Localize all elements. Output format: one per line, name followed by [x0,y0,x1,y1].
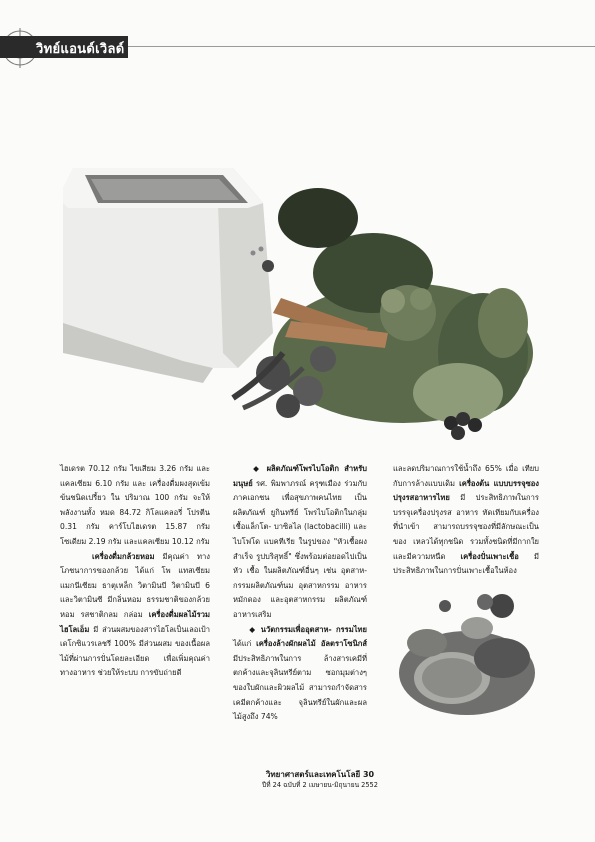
text-column-3 [393,462,539,579]
header-rule [128,46,595,47]
section-title: วิทย์แอนด์เวิลด์ [36,42,125,57]
bold-seasoning-packer: เครื่องต้น แบบบรรจุซองปรุงรสอาหารไทย [393,478,539,503]
ultrasonic-washer-photo [63,123,533,445]
paragraph-banana-drink: เครื่องดื่มกล้วยหอม มีคุณค่า ทางโภชนาการของกล้วย ได้แก่ โพ แทสเซียม แมกนีเซียม ธาตุเหล็ก วิตามินบี วิตามินบี 6 และวิตามินซี มีกลิ่นหอม ธรรมชาติของกล้วยหอม รสชาติกลม กล่อม เครื่องดื่มผลไม้รวมไฮโลเอ็ม มี ส่วนผสมของสารไฮโลเป็นเลอเป้า เดโกซิแวรเลชรี 100% มีส่วนผสม ของเนื้อผลไม้ที่ผ่านการปั่นโดยละเอียด เพื่อเพิ่มคุณค่าทางอาหาร ช่วยให้ระบบ การขับถ่ายดี [60,551,210,678]
petri-dish-photo [397,588,537,718]
page-footer [220,769,420,791]
bold-mixed-fruit-drink: เครื่องดื่มผลไม้รวมไฮโลเอ็ม [60,609,210,634]
paragraph-machines: และลดปริมาณการใช้น้ำถึง 65% เมื่อ เทียบกับการล้างแบบเดิม เครื่องต้น แบบบรรจุซองปรุงรสอาหารไทย มี ประสิทธิภาพในการบรรจุเครื่องปรุงรส อาหาร ทัดเทียมกับเครื่องที่นำเข้า สามารถบรรจุซองที่มีลักษณะเป็นของ เหลวได้ทุกชนิด รวมทั้งชนิดที่มีกากใย และมีความหนืด เครื่องปั่นเพาะเชื้อ มี ประสิทธิภาพในการปั่นเพาะเชื้อในห้อง [393,464,539,576]
bold-probiotic-title: ผลิตภัณฑ์โพรไบโอติก สำหรับมนุษย์ [233,464,367,488]
footer-issue-info: ปีที่ 24 ฉบับที่ 2 เมษายน-มิถุนายน 2552 [262,781,378,789]
paragraph-innovation: ◆ นวัตกรรมเพื่ออุตสาห- กรรมไทย ได้แก่ เครื่องล้างผักผลไม้ อัลตราโซนิกส์ มีประสิทธิภาพในการ ล้างสารเคมีที่ตกค้างและจุลินทรีย์ตาม ซอกมุมต่างๆ ของใบผักและผิวผลไม้ สามารถกำจัดสารเคมีตกค้างและ จุลินทรีย์ในผักและผลไม้สูงถึง 74% [233,624,367,722]
footer-magazine-title: วิทยาศาสตร์และเทคโนโลยี 30 [265,770,375,779]
paragraph-nutrition: ไฮเดรต 70.12 กรัม ไขเสียม 3.26 กรัม และแคลเซียม 6.10 กรัม และ เครื่องดื่มผงสุดเข้มข้นชนิดเปรี้ยว ใน ปริมาณ 100 กรัม จะให้พลังงานทั้ง หมด 84.72 กิโลแคลอรี่ โปรตีน 0.31 กรัม คาร์โบไฮเดรต 15.87 กรัม โซเดียม 2.19 กรัม และแคลเซียม 10.12 กรัม [60,464,210,546]
text-column-1 [60,462,210,681]
bold-culture-shaker: เครื่องปั่นเพาะเชื้อ [460,551,519,561]
bold-banana-drink: เครื่องดื่มกล้วยหอม [92,551,155,561]
bold-innovation-title: นวัตกรรมเพื่ออุตสาห- กรรมไทย [260,624,367,634]
text-column-2 [233,462,367,725]
paragraph-probiotic: ◆ ผลิตภัณฑ์โพรไบโอติก สำหรับมนุษย์ รศ. พิมพาภรณ์ ครุฑเมือง ร่วมกับภาคเอกชน เพื่อสุขภาพคนไทย เป็นผลิตภัณฑ์ ยูกินทรีย์ โพรไบโอติกในกลุ่มเชื้อแล็กโต- บาซิลไล (lactobacilli) และไบโฟโด แบคทีเรีย ในรูปของ "หัวเชื้อผงสำเร็จ รูปบริสุทธิ์" ซึ่งพร้อมต่อยอดไปเป็นหัว เชื้อ ในผลิตภัณฑ์อื่นๆ เช่น อุตสาห- กรรมผลิตภัณฑ์นม อุตสาหกรรม อาหารหมักดอง และอุตสาหกรรม ผลิตภัณฑ์อาหารเสริม [233,464,367,619]
bold-ultrasonic-washer: เครื่องล้างผักผลไม้ อัลตราโซนิกส์ [256,639,367,649]
